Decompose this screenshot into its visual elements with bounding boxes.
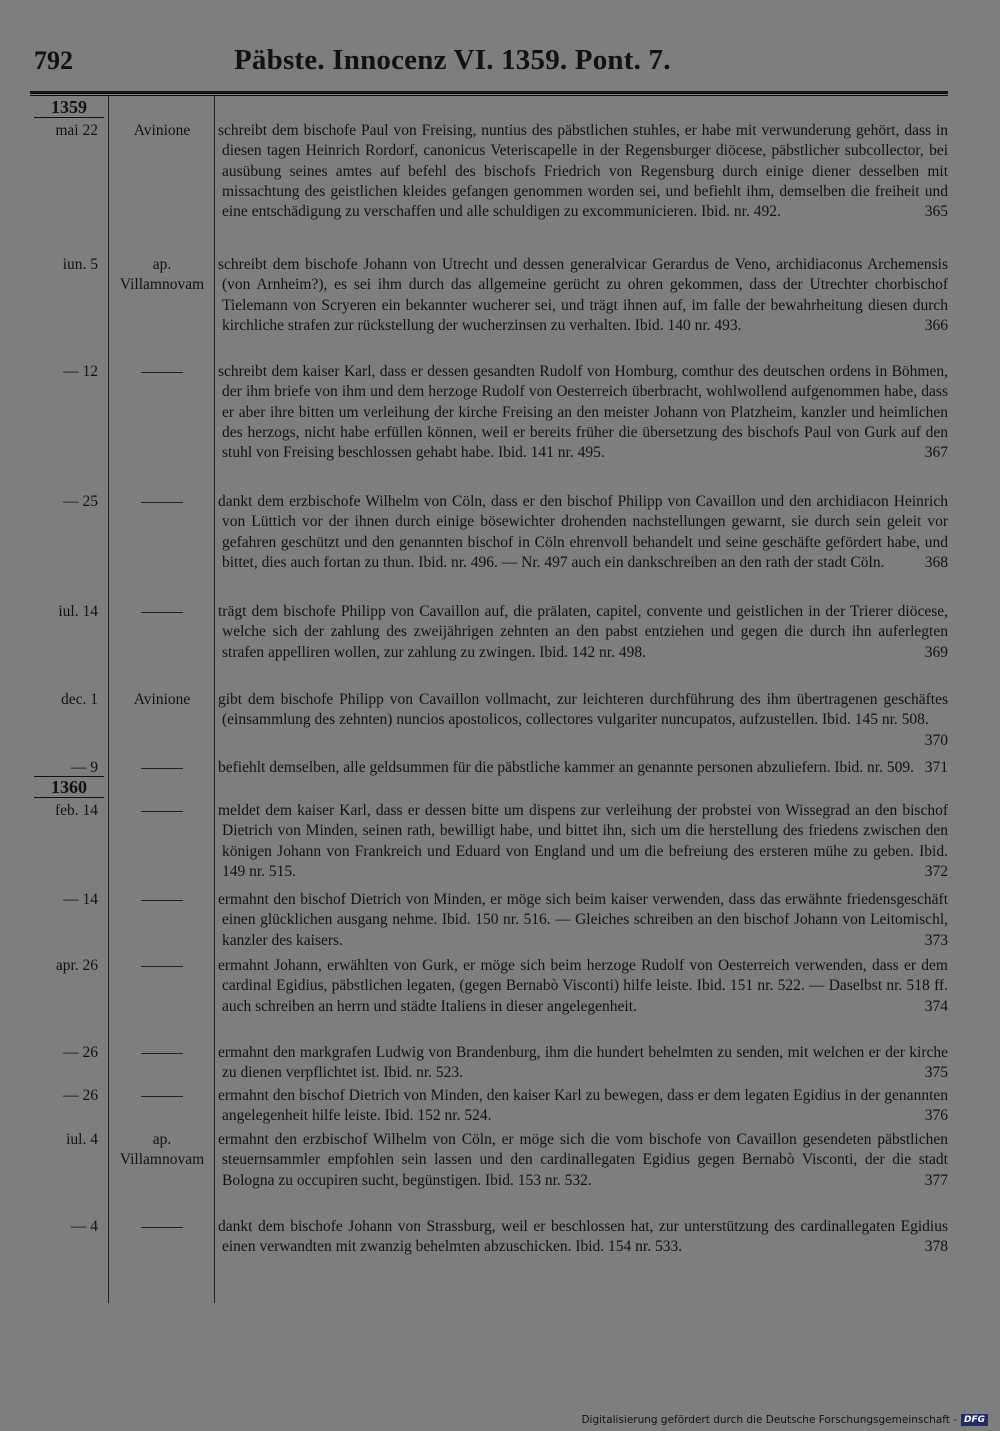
entry-text [218, 690, 948, 751]
entry-place [110, 602, 214, 613]
entry-text-body: befiehlt demselben, alle geldsummen für die päbstliche kammer an genannte personen abzuliefern. Ibid. nr. 509. [218, 759, 914, 776]
entry-text [218, 758, 948, 778]
entry-date: feb. 14 [54, 802, 98, 819]
entry-number: 375 [924, 1064, 948, 1082]
entry-place: Avinione [133, 122, 191, 139]
entry-text [218, 602, 948, 663]
entry-text [218, 956, 948, 1017]
entry-number: 367 [924, 444, 948, 462]
entry-text-body: ermahnt den erzbischof Wilhelm von Cöln, er möge sich die vom bischofe von Cavaillon gesendeten päbstlichen steuernsammler empfohlen sein lassen und den cardinallegaten Egidius gegen Bernabò Visconti, der die stadt Bologna zu occupiren sucht, begünstigen. Ibid. 153 nr. 532. [218, 1131, 948, 1189]
entry-text-body: ermahnt den bischof Dietrich von Minden, den kaiser Karl zu bewegen, dass er dem legaten Egidius in der genannten angelegenheit hilfe leiste. Ibid. 152 nr. 524. [218, 1087, 948, 1125]
ditto-dash [141, 502, 183, 503]
entry-date: iul. 14 [58, 603, 98, 620]
entry-number: 376 [924, 1107, 948, 1125]
ditto-dash [141, 811, 183, 812]
entry-text-body: ermahnt Johann, erwählten von Gurk, er möge sich beim herzoge Rudolf von Oesterreich verwenden, dass er dem cardinal Egidius, päbstlichen legaten, (gegen Bernabò Visconti) hilfe leiste. Ibid. 151 nr. 522. — Daselbst nr. 518 ff. auch schreiben an herrn und städte Italiens in dieser angelegenheit. [218, 957, 948, 1015]
ditto-dash [141, 1053, 183, 1054]
entry-text [218, 492, 948, 573]
entry-text-body: trägt dem bischofe Philipp von Cavaillon auf, die prälaten, capitel, convente und geistlichen in der Trierer diöcese, welche sich der zahlung des zweijährigen zehnten an den pabst entziehen und gegen die durch ihn auferlegten strafen appelliren wollen, zur zahlung zu zwingen. Ibid. 142 nr. 498. [218, 603, 948, 661]
ditto-dash [141, 372, 183, 373]
ditto-dash [141, 966, 183, 967]
entry-date: iun. 5 [62, 256, 98, 273]
entry-text [218, 1086, 948, 1127]
entry-date: — 26 [63, 1044, 98, 1061]
entry-text [218, 121, 948, 222]
ditto-dash [141, 612, 183, 613]
entry-text [218, 1130, 948, 1191]
entry-place [110, 1043, 214, 1054]
header-rule-thin [30, 95, 948, 96]
entry-date: — 12 [63, 363, 98, 380]
entry-date: dec. 1 [60, 691, 98, 708]
entry-place [110, 1217, 214, 1228]
year-label-1360: 1360 [34, 776, 104, 798]
header-rule-thick [30, 91, 948, 94]
entry-place: ap. Villamnovam [119, 1131, 205, 1169]
entry-text [218, 362, 948, 463]
ditto-dash [141, 1096, 183, 1097]
entry-place [110, 362, 214, 373]
entry-date: iul. 4 [66, 1131, 98, 1148]
entry-date: — 25 [63, 493, 98, 510]
page-number: 792 [34, 46, 73, 75]
entry-number: 370 [924, 731, 948, 749]
entry-text [218, 1217, 948, 1258]
entry-text [218, 890, 948, 951]
entry-date: — 26 [63, 1087, 98, 1104]
entry-number: 378 [924, 1238, 948, 1256]
ditto-dash [141, 1227, 183, 1228]
entry-text [218, 255, 948, 336]
entry-text-body: meldet dem kaiser Karl, dass er dessen bitte um dispens zur verleihung der probstei von Wissegrad an den bischof Dietrich von Minden, seinen rath, bewilligt habe, und bittet ihn, sich um die herstellung des friedens zwischen den königen Johann von Frankreich und Eduard von England und um die befreiung des ersteren mühe zu geben. Ibid. 149 nr. 515. [218, 802, 948, 880]
entry-place [110, 758, 214, 769]
ditto-dash [141, 768, 183, 769]
entry-number: 366 [924, 316, 948, 334]
entry-number: 374 [924, 997, 948, 1015]
entry-date: — 14 [63, 891, 98, 908]
entry-place [110, 801, 214, 812]
entry-number: 368 [924, 553, 948, 571]
entry-place [110, 1086, 214, 1097]
entry-text-body: schreibt dem bischofe Paul von Freising, nuntius des päbstlichen stuhles, er habe mit verwunderung gehört, dass in diesen tagen Heinrich Rordorf, canonicus Veteriscapelle in der Regensburger diöcese, päbstlicher subcollector, bei ausübung seines amtes auf befehl des bischofs Friedrich von Regensburg durch einige diener desselben mit missachtung des geistlichen kleides gefangen genommen worden sei, und befiehlt ihm, demselben die freiheit und eine entschädigung zu verschaffen und alle schuldigen zu excommunicieren. Ibid. nr. 492. [218, 122, 948, 221]
footer-text: Digitalisierung gefördert durch die Deutsche Forschungsgemeinschaft - [581, 1414, 957, 1426]
entry-text-body: ermahnt den markgrafen Ludwig von Brandenburg, ihm die hundert behelmten zu senden, mit welchen er der kirche zu dienen verpflichtet ist. Ibid. nr. 523. [218, 1044, 948, 1082]
footer-credit [581, 1414, 988, 1426]
entry-text-body: gibt dem bischofe Philipp von Cavaillon vollmacht, zur leichteren durchführung des ihm übertragenen geschäftes (einsammlung des zehnten) nuncios apostolicos, collectores vulgariter nuncupatos, aufzustellen. Ibid. 145 nr. 508. [218, 691, 948, 729]
entry-date: mai 22 [55, 122, 98, 139]
column-divider-date [108, 96, 109, 1303]
entry-text [218, 801, 948, 882]
entry-text-body: ermahnt den bischof Dietrich von Minden, er möge sich beim kaiser verwenden, dass das erwähnte friedensgeschäft einen glücklichen ausgang nehme. Ibid. 150 nr. 516. — Gleiches schreiben an den bischof Johann von Leitomischl, kanzler des kaisers. [218, 891, 948, 949]
entry-date: — 4 [70, 1218, 98, 1235]
entry-number: 372 [924, 862, 948, 880]
dfg-logo: DFG [961, 1414, 988, 1426]
entry-number: 369 [924, 643, 948, 661]
entry-text-body: dankt dem erzbischofe Wilhelm von Cöln, dass er den bischof Philipp von Cavaillon und den archidiacon Heinrich von Lüttich vor der ihnen durch einige bösewichter drohenden nachstellungen gewarnt, sie durch sein geleit vor gefahren geschützt und den genannten bischof in Cöln ehrenvoll behandelt und seine geschäfte gefördert habe, und bittet, dies auch fortan zu thun. Ibid. nr. 496. — Nr. 497 auch ein dankschreiben an den rath der stadt Cöln. [218, 493, 948, 571]
entry-date: — 9 [70, 759, 98, 776]
entry-number: 373 [924, 931, 948, 949]
running-head: Päbste. Innocenz VI. 1359. Pont. 7. [234, 44, 671, 76]
ditto-dash [141, 900, 183, 901]
entry-place [110, 956, 214, 967]
year-label-1359: 1359 [34, 97, 104, 118]
entry-text-body: schreibt dem kaiser Karl, dass er dessen gesandten Rudolf von Homburg, comthur des deutschen ordens in Böhmen, der ihm briefe von ihm und dem herzoge Rudolf von Oesterreich überbracht, wohlwollend aufgenommen habe, dass er aber ihre bitten um verleihung der kirche Freising an den meister Johann von Platzheim, kanzler und heimlichen des herzogs, nicht habe erfüllen können, weil er bereits früher die übersetzung des bischofs Paul von Gurk auf den stuhl von Freising beschlossen gehabt habe. Ibid. 141 nr. 495. [218, 363, 948, 462]
entry-date: apr. 26 [55, 957, 98, 974]
entry-place: Avinione [133, 691, 191, 708]
entry-number: 365 [924, 203, 948, 221]
entry-number: 377 [924, 1171, 948, 1189]
entry-number: 371 [924, 759, 948, 776]
column-divider-place [214, 96, 215, 1303]
entry-place [110, 492, 214, 503]
entry-place: ap. Villamnovam [119, 256, 205, 294]
entry-text [218, 1043, 948, 1084]
entry-text-body: dankt dem bischofe Johann von Strassburg, weil er beschlossen hat, zur unterstützung des cardinallegaten Egidius einen verwandten mit zwanzig behelmten abzuschicken. Ibid. 154 nr. 533. [218, 1218, 948, 1256]
entry-text-body: schreibt dem bischofe Johann von Utrecht und dessen generalvicar Gerardus de Veno, archidiaconus Archemensis (von Arnheim?), es sei ihm durch das allgemeine gerücht zu ohren gekommen, dass der Utrechter chorbischof Tielemann von Scryeren ein bekannter wucherer sei, und trägt ihnen auf, im falle der bewahrheitung diesen durch kirchliche strafen zur rückstellung der wucherzinsen zu verhalten. Ibid. 140 nr. 493. [218, 256, 948, 334]
entry-place [110, 890, 214, 901]
